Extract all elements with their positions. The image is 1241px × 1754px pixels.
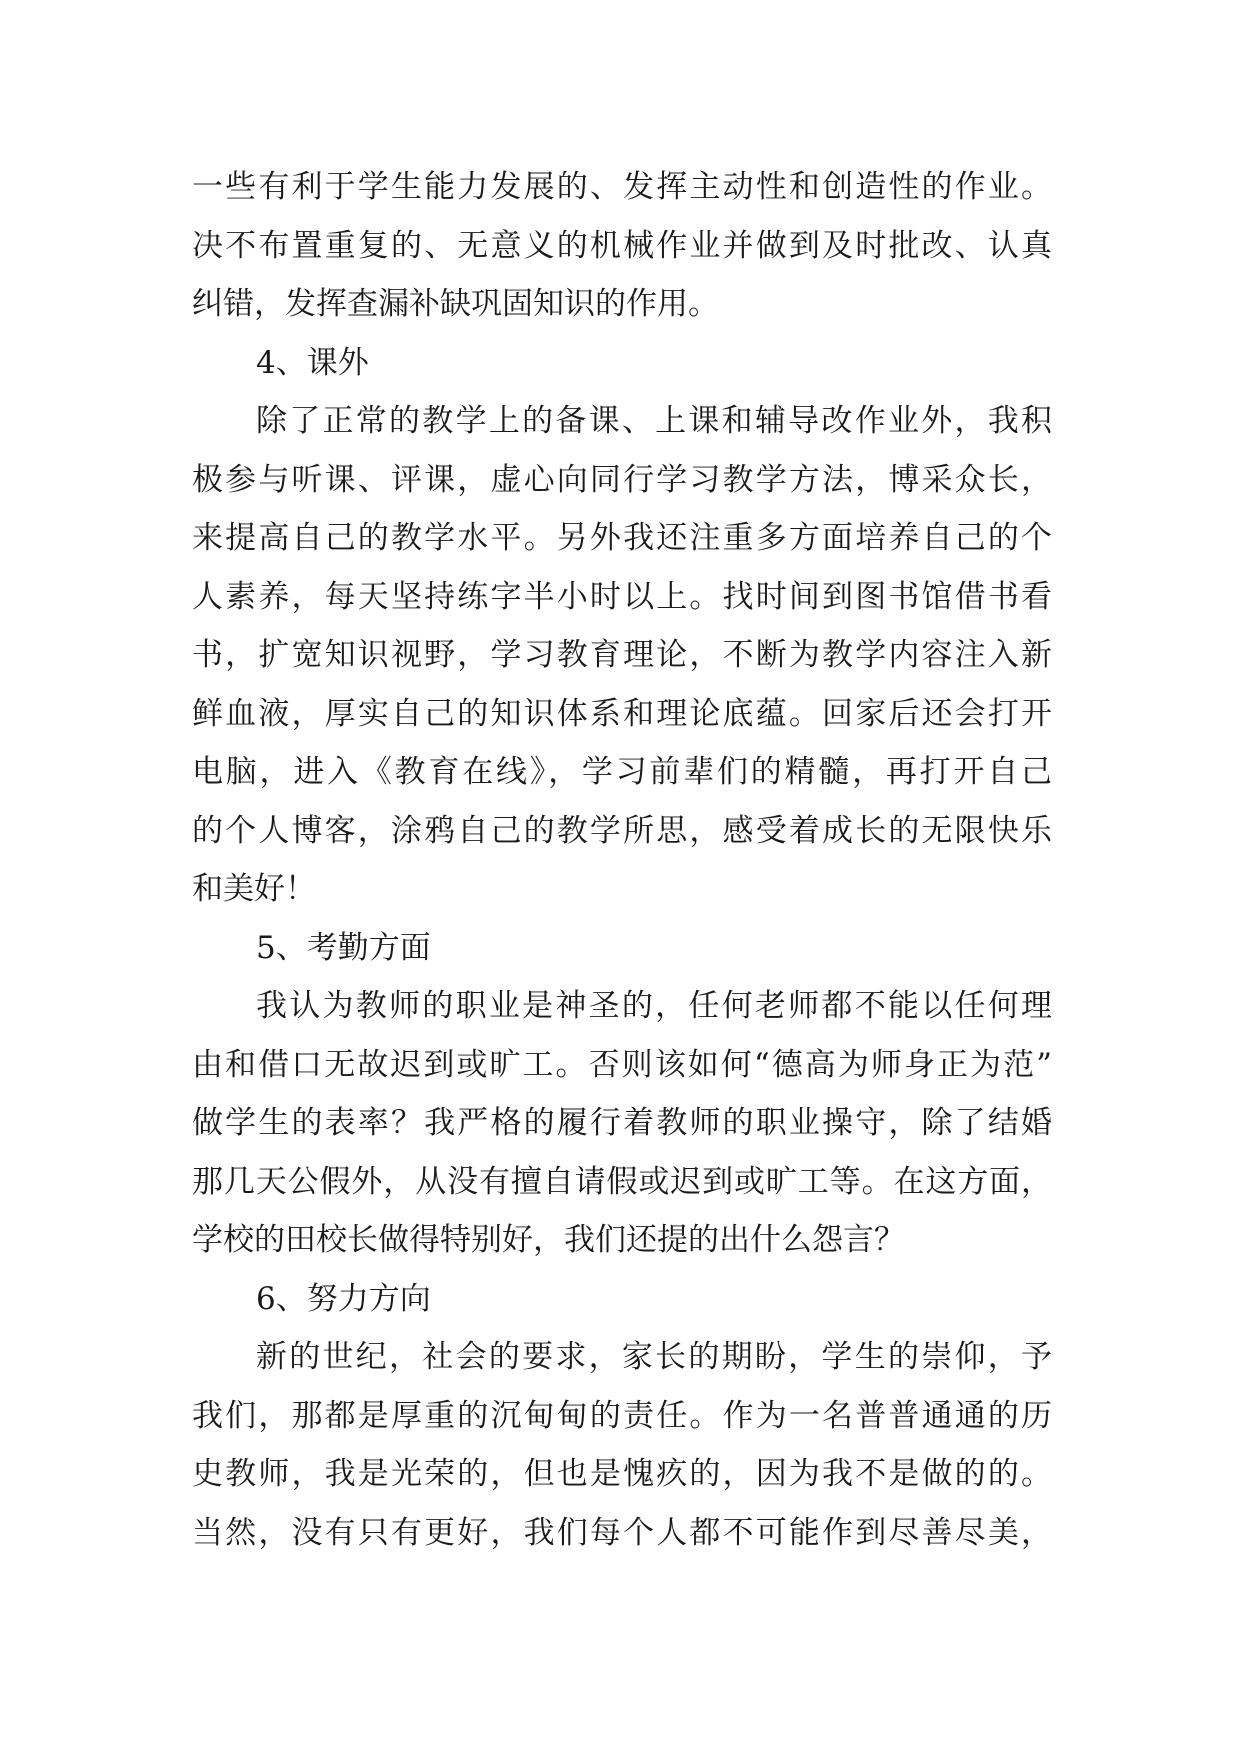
text-line-9: 书，扩宽知识视野，学习教育理论，不断为教学内容注入新 bbox=[192, 637, 1052, 673]
text-line-15: 我认为教师的职业是神圣的，任何老师都不能以任何理 bbox=[256, 988, 1052, 1024]
text-line-22: 我们，那都是厚重的沉甸甸的责任。作为一名普普通通的历 bbox=[192, 1397, 1052, 1434]
section-heading-5: 5、考勤方面 bbox=[256, 929, 431, 966]
text-line-17: 做学生的表率？我严格的履行着教师的职业操守，除了结婚 bbox=[192, 1105, 1052, 1141]
text-line-2: 决不布置重复的、无意义的机械作业并做到及时批改、认真 bbox=[192, 227, 1052, 264]
text-line-5: 除了正常的教学上的备课、上课和辅导改作业外，我积 bbox=[256, 403, 1052, 439]
text-line-11: 电脑，进入《教育在线》，学习前辈们的精髓，再打开自己 bbox=[192, 754, 1052, 790]
text-line-12: 的个人博客，涂鸦自己的教学所思，感受着成长的无限快乐 bbox=[192, 812, 1052, 849]
text-line-24: 当然，没有只有更好，我们每个人都不可能作到尽善尽美， bbox=[192, 1514, 1052, 1551]
text-line-6: 极参与听课、评课，虚心向同行学习教学方法，博采众长， bbox=[192, 461, 1052, 498]
text-line-18: 那几天公假外，从没有擅自请假或迟到或旷工等。在这方面， bbox=[192, 1163, 1052, 1200]
text-line-19: 学校的田校长做得特别好，我们还提的出什么怨言？ bbox=[192, 1222, 905, 1258]
text-line-16: 由和借口无故迟到或旷工。否则该如何“德高为师身正为范” bbox=[192, 1046, 1052, 1083]
text-line-8: 人素养，每天坚持练字半小时以上。找时间到图书馆借书看 bbox=[192, 578, 1052, 615]
document-body bbox=[192, 158, 1052, 1562]
text-line-1: 一些有利于学生能力发展的、发挥主动性和创造性的作业。 bbox=[192, 169, 1052, 205]
text-line-23: 史教师，我是光荣的，但也是愧疚的，因为我不是做的的。 bbox=[192, 1456, 1052, 1492]
text-line-21: 新的世纪，社会的要求，家长的期盼，学生的崇仰，予 bbox=[256, 1339, 1052, 1375]
section-heading-6: 6、努力方向 bbox=[256, 1280, 431, 1317]
text-line-13: 和美好！ bbox=[192, 871, 316, 907]
section-heading-4: 4、课外 bbox=[256, 344, 369, 381]
text-line-7: 来提高自己的教学水平。另外我还注重多方面培养自己的个 bbox=[192, 520, 1052, 556]
text-line-3: 纠错，发挥查漏补缺巩固知识的作用。 bbox=[192, 286, 719, 322]
text-line-10: 鲜血液，厚实自己的知识体系和理论底蕴。回家后还会打开 bbox=[192, 695, 1052, 732]
